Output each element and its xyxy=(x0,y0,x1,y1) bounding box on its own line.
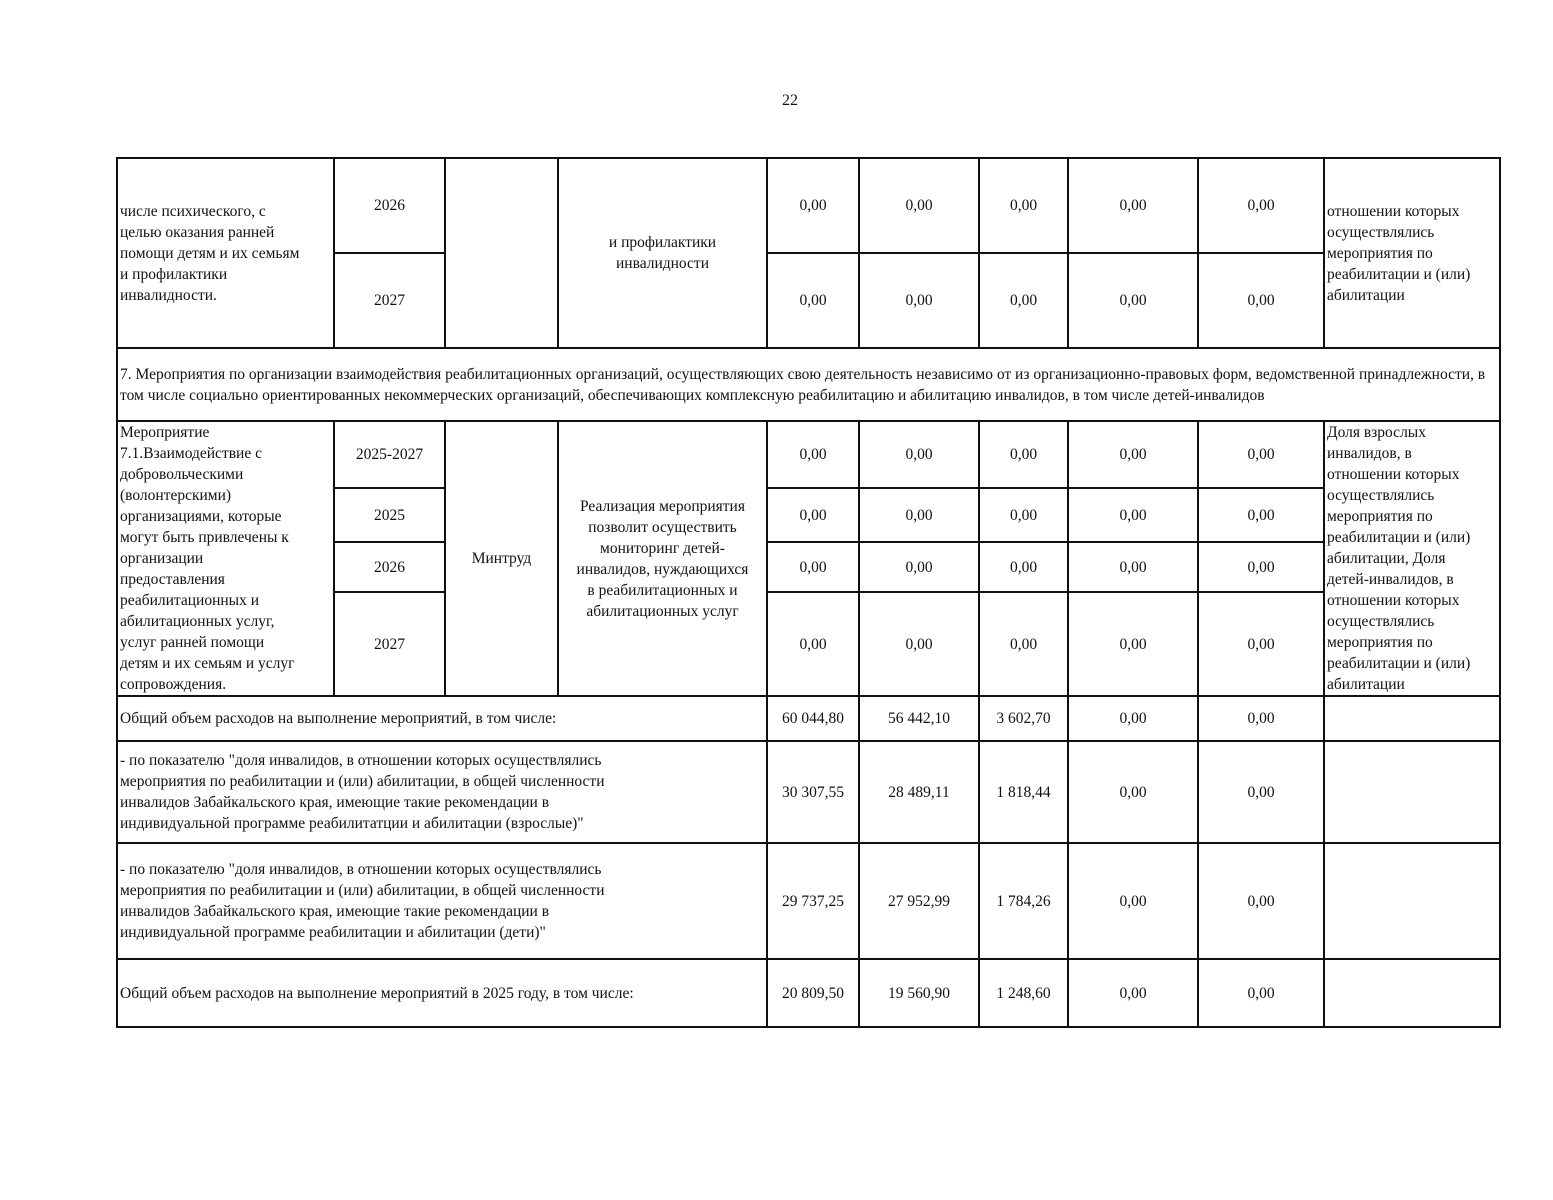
total-label: - по показателю "доля инвалидов, в отношении которых осуществлялись мероприятия по реабилитации и (или) абилитации, в общей численности инвалидов Забайкальского края, имеющие такие рекомендации в индивидуальной программе реабилитации и абилитации (дети)" xyxy=(117,843,767,959)
value-cell: 0,00 xyxy=(767,421,859,488)
value-cell: 1 784,26 xyxy=(979,843,1068,959)
value-cell: 19 560,90 xyxy=(859,959,979,1027)
value-cell: 0,00 xyxy=(979,592,1068,696)
value-cell: 0,00 xyxy=(979,488,1068,541)
value-cell: 0,00 xyxy=(1068,592,1198,696)
value-cell: 0,00 xyxy=(859,421,979,488)
value-cell: 0,00 xyxy=(1198,592,1324,696)
value-cell: 0,00 xyxy=(1068,696,1198,741)
value-cell: 0,00 xyxy=(1198,542,1324,592)
total-row xyxy=(117,843,1500,959)
value-cell: 0,00 xyxy=(859,488,979,541)
value-cell: 28 489,11 xyxy=(859,741,979,843)
value-cell: 56 442,10 xyxy=(859,696,979,741)
indicator-cell xyxy=(1324,843,1500,959)
year-cell: 2025-2027 xyxy=(334,421,445,488)
page-number: 22 xyxy=(782,92,798,109)
value-cell: 0,00 xyxy=(1068,959,1198,1027)
activity-name-cell: числе психического, с целью оказания ранней помощи детям и их семьям и профилактики инвалидности. xyxy=(117,158,334,348)
value-cell: 0,00 xyxy=(1198,959,1324,1027)
total-row xyxy=(117,696,1500,741)
total-row xyxy=(117,959,1500,1027)
total-label: Общий объем расходов на выполнение мероприятий в 2025 году, в том числе: xyxy=(117,959,767,1027)
table-row xyxy=(117,158,1500,253)
value-cell: 27 952,99 xyxy=(859,843,979,959)
total-label: - по показателю "доля инвалидов, в отношении которых осуществлялись мероприятия по реабилитации и (или) абилитации, в общей численности инвалидов Забайкальского края, имеющие такие рекомендации в индивидуальной программе реабилитатции и абилитации (взрослые)" xyxy=(117,741,767,843)
value-cell: 0,00 xyxy=(1068,843,1198,959)
executor-cell: Минтруд xyxy=(445,421,558,696)
value-cell: 0,00 xyxy=(979,421,1068,488)
result-cell: Реализация мероприятия позволит осуществить мониторинг детей- инвалидов, нуждающихся в реабилитационных и абилитационных услуг xyxy=(558,421,767,696)
value-cell: 0,00 xyxy=(859,542,979,592)
total-row xyxy=(117,741,1500,843)
year-cell: 2025 xyxy=(334,488,445,541)
value-cell: 0,00 xyxy=(1068,158,1198,253)
value-cell: 1 248,60 xyxy=(979,959,1068,1027)
table-row xyxy=(117,421,1500,488)
result-cell: и профилактики инвалидности xyxy=(558,158,767,348)
value-cell: 0,00 xyxy=(859,253,979,348)
value-cell: 30 307,55 xyxy=(767,741,859,843)
value-cell: 0,00 xyxy=(1068,488,1198,541)
year-cell: 2026 xyxy=(334,158,445,253)
value-cell: 0,00 xyxy=(859,592,979,696)
value-cell: 0,00 xyxy=(1198,843,1324,959)
value-cell: 0,00 xyxy=(767,158,859,253)
value-cell: 0,00 xyxy=(1198,741,1324,843)
value-cell: 0,00 xyxy=(1068,741,1198,843)
indicator-cell xyxy=(1324,741,1500,843)
indicator-cell xyxy=(1324,696,1500,741)
program-activities-table xyxy=(116,157,1501,1028)
section-heading: 7. Мероприятия по организации взаимодействия реабилитационных организаций, осуществляющих свою деятельность независимо от из организационно-правовых форм, ведомственной принадлежности, в том числе социально ориентированных некоммерческих организаций, обеспечивающих комплексную реабилитацию и абилитацию инвалидов, в том числе детей-инвалидов xyxy=(117,348,1500,421)
value-cell: 0,00 xyxy=(767,253,859,348)
value-cell: 0,00 xyxy=(1198,253,1324,348)
value-cell: 0,00 xyxy=(1198,421,1324,488)
value-cell: 0,00 xyxy=(1198,696,1324,741)
value-cell: 0,00 xyxy=(1068,253,1198,348)
indicator-cell: Доля взрослых инвалидов, в отношении которых осуществлялись мероприятия по реабилитации и (или) абилитации, Доля детей-инвалидов, в отношении которых осуществлялись мероприятия по реабилитации и (или) абилитации xyxy=(1324,421,1500,696)
activity-name-cell: Мероприятие 7.1.Взаимодействие с добровольческими (волонтерскими) организациями, которые могут быть привлечены к организации предоставления реабилитационных и абилитационных услуг, услуг ранней помощи детям и их семьям и услуг сопровождения. xyxy=(117,421,334,696)
executor-cell xyxy=(445,158,558,348)
year-cell: 2027 xyxy=(334,253,445,348)
year-cell: 2026 xyxy=(334,542,445,592)
value-cell: 20 809,50 xyxy=(767,959,859,1027)
section-heading-row xyxy=(117,348,1500,421)
value-cell: 29 737,25 xyxy=(767,843,859,959)
value-cell: 0,00 xyxy=(979,253,1068,348)
value-cell: 0,00 xyxy=(859,158,979,253)
value-cell: 1 818,44 xyxy=(979,741,1068,843)
value-cell: 0,00 xyxy=(1068,542,1198,592)
value-cell: 3 602,70 xyxy=(979,696,1068,741)
total-label: Общий объем расходов на выполнение мероприятий, в том числе: xyxy=(117,696,767,741)
value-cell: 60 044,80 xyxy=(767,696,859,741)
year-cell: 2027 xyxy=(334,592,445,696)
indicator-cell xyxy=(1324,959,1500,1027)
value-cell: 0,00 xyxy=(1198,488,1324,541)
value-cell: 0,00 xyxy=(979,542,1068,592)
value-cell: 0,00 xyxy=(767,592,859,696)
value-cell: 0,00 xyxy=(767,542,859,592)
value-cell: 0,00 xyxy=(979,158,1068,253)
value-cell: 0,00 xyxy=(767,488,859,541)
indicator-cell: отношении которых осуществлялись мероприятия по реабилитации и (или) абилитации xyxy=(1324,158,1500,348)
value-cell: 0,00 xyxy=(1198,158,1324,253)
value-cell: 0,00 xyxy=(1068,421,1198,488)
